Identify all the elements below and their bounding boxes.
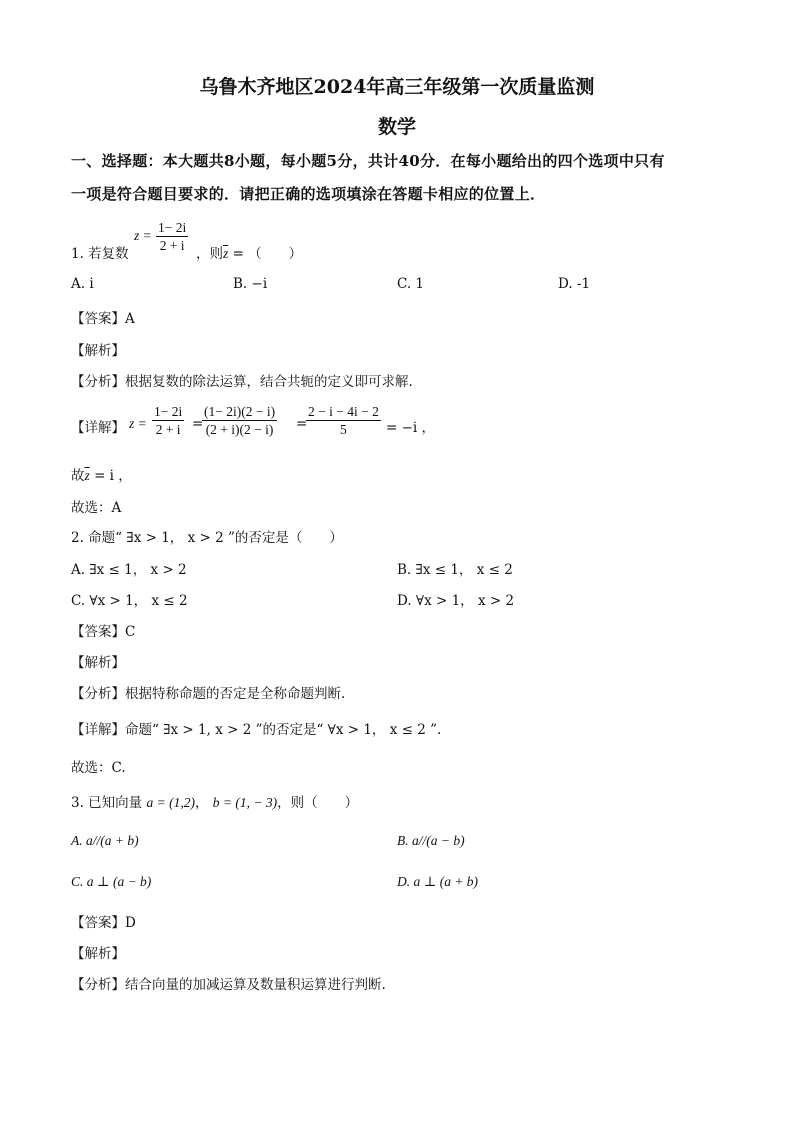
q1-detail-eq2: = <box>296 416 308 432</box>
q3-jiexi-label: 【解析】 <box>71 946 125 962</box>
q1-frac-denominator: 2 + i <box>159 238 185 253</box>
q1-option-b: B. −i <box>233 276 268 292</box>
q1-conclusion <box>71 464 132 484</box>
q1-analysis-text: 根据复数的除法运算，结合共轭的定义即可求解. <box>125 374 413 390</box>
q1-stem-prefix: 1. 若复数 <box>71 246 129 262</box>
q1-analysis <box>71 370 413 390</box>
subject-heading: 数学 <box>377 116 416 138</box>
q1-detail-frac1 <box>152 403 184 438</box>
q3-analysis <box>71 973 386 993</box>
q1-detail-frac3 <box>306 403 381 438</box>
q1-detail-label: 【详解】 <box>71 420 125 436</box>
q1-stem-mid <box>196 242 302 262</box>
q3-option-b: B. a//(a − b) <box>397 833 465 848</box>
q3-answer-label: 【答案】 <box>71 915 125 931</box>
q1-analysis-label: 【分析】 <box>71 374 125 390</box>
section-instruction-line1: 一、选择题：本大题共8小题，每小题5分，共计40分．在每小题给出的四个选项中只有 <box>71 152 665 170</box>
q2-detail-text: 命题“ ∃x > 1, x > 2 ”的否定是“ ∀x > 1， x ≤ 2 ”. <box>125 722 442 738</box>
q3-option-c: C. a ⊥ (a − b) <box>71 874 152 889</box>
q1-jiexi-label: 【解析】 <box>71 343 125 359</box>
q2-analysis-text: 根据特称命题的否定是全称命题判断. <box>125 686 346 702</box>
q1-conclusion-post: = i ， <box>94 468 132 484</box>
q1-answer <box>71 307 135 327</box>
q2-option-d: D. ∀x > 1， x > 2 <box>397 593 515 609</box>
q3-stem <box>71 791 358 811</box>
q2-analysis <box>71 682 345 702</box>
q2-detail-label: 【详解】 <box>71 722 125 738</box>
q1-detail-frac1-den: 2 + i <box>155 422 181 437</box>
q1-detail-frac2 <box>202 403 277 438</box>
q1-answer-label: 【答案】 <box>71 311 125 327</box>
q1-detail-end: = −i ， <box>386 420 436 436</box>
q1-detail-frac2-num: (1− 2i)(2 − i) <box>204 404 276 419</box>
q3-answer-value: D <box>125 915 136 931</box>
q2-answer <box>71 620 135 640</box>
q3-stem-post: ，则（ ） <box>277 795 359 811</box>
q1-option-d: D. -1 <box>558 276 591 292</box>
q1-zbar: $\overline{z}$ <box>223 246 229 261</box>
q1-detail-frac3-num: 2 − i − 4i − 2 <box>308 404 379 419</box>
q2-option-a: A. ∃x ≤ 1， x > 2 <box>71 562 187 578</box>
q1-detail-eq1: = <box>192 416 204 432</box>
q2-answer-value: C <box>125 624 136 640</box>
q2-analysis-label: 【分析】 <box>71 686 125 702</box>
q1-choose: 故选：A <box>71 500 122 516</box>
q1-detail-frac1-num: 1− 2i <box>154 404 183 419</box>
q1-answer-value: A <box>125 311 135 327</box>
q3-comma: ， <box>194 795 209 811</box>
q1-detail-z: z = <box>129 416 147 431</box>
q1-option-a: A. i <box>71 276 94 292</box>
q1-conclusion-pre: 故 <box>71 468 85 484</box>
q3-option-d: D. a ⊥ (a + b) <box>397 874 479 889</box>
q1-detail-frac2-den: (2 + i)(2 − i) <box>205 422 274 437</box>
q3-vector-a: a = (1,2) <box>146 795 195 810</box>
q2-answer-label: 【答案】 <box>71 624 125 640</box>
q1-option-c: C. 1 <box>397 276 425 292</box>
q3-answer <box>71 911 136 931</box>
q2-detail <box>71 718 441 738</box>
q1-frac-numerator: 1− 2i <box>158 220 187 235</box>
q1-conclusion-zbar: $\overline{z}$ <box>84 468 90 483</box>
q1-detail-frac3-den: 5 <box>340 422 347 437</box>
q3-stem-pre: 3. 已知向量 <box>71 795 143 811</box>
q1-stem-suffix: = （ ） <box>232 246 303 262</box>
q1-fraction <box>156 219 188 254</box>
q3-analysis-text: 结合向量的加减运算及数量积运算进行判断. <box>125 977 386 993</box>
q3-vector-b: b = (1, − 3) <box>212 795 278 810</box>
q2-jiexi-label: 【解析】 <box>71 655 125 671</box>
page-title: 乌鲁木齐地区2024年高三年级第一次质量监测 <box>199 76 595 98</box>
q2-stem: 2. 命题“ ∃x > 1， x > 2 ”的否定是（ ） <box>71 530 343 546</box>
q3-option-a: A. a//(a + b) <box>71 833 139 848</box>
q2-option-c: C. ∀x > 1， x ≤ 2 <box>71 593 188 609</box>
q1-z-symbol: z = <box>134 228 152 243</box>
section-instruction-line2: 一项是符合题目要求的．请把正确的选项填涂在答题卡相应的位置上． <box>71 185 546 203</box>
q2-choose: 故选：C. <box>71 760 126 776</box>
q3-analysis-label: 【分析】 <box>71 977 125 993</box>
q1-mid-text: ，则 <box>196 246 223 262</box>
q2-option-b: B. ∃x ≤ 1， x ≤ 2 <box>397 562 513 578</box>
